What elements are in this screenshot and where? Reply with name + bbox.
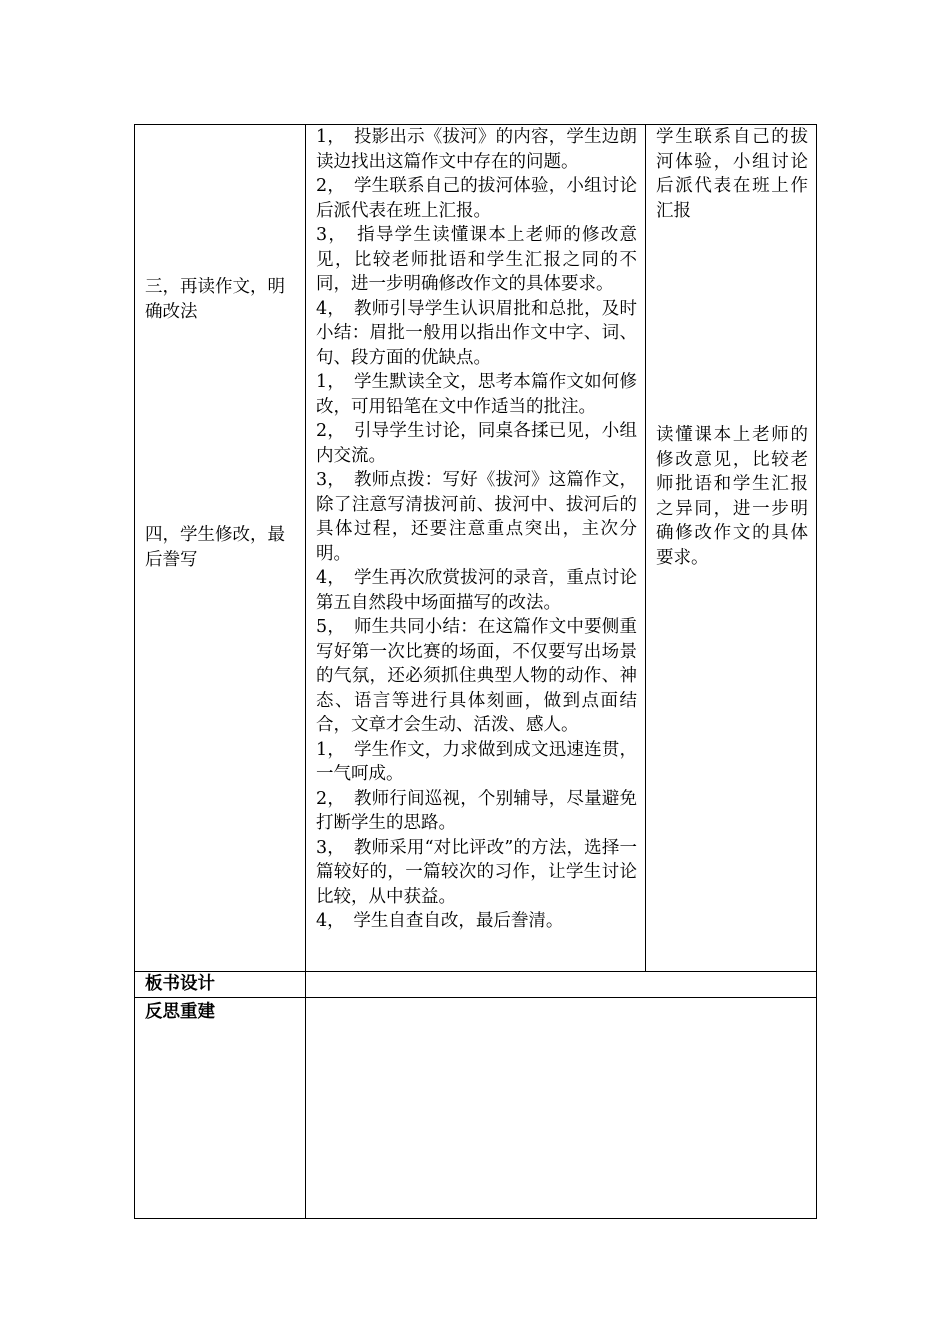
step-item: 1， 学生默读全文，思考本篇作文如何修改，可用铅笔在文中作适当的批注。 [316, 372, 637, 417]
step-item: 3， 教师采用“对比评改”的方法，选择一篇较好的，一篇较次的习作，让学生讨论比较，从中获益。 [316, 837, 637, 907]
note-3: 学生联系自己的拔河体验，小组讨论后派代表在班上作汇报 [656, 127, 808, 221]
note-4: 读懂课本上老师的修改意见，比较老师批语和学生汇报之异同，进一步明确修改作文的具体要求。 [656, 425, 808, 568]
reflection-row [135, 997, 817, 1218]
step-item: 5， 师生共同小结：在这篇作文中要侧重写好第一次比赛的场面，不仅要写出场景的气氛，还必须抓住典型人物的动作、神态、语言等进行具体刻画，做到点面结合，文章才会生动、活泼、感人。 [316, 617, 637, 735]
notes-column [646, 125, 817, 972]
step-item: 4， 学生自查自改，最后誊清。 [316, 911, 564, 931]
stage-4-label: 四，学生修改，最后誊写 [145, 525, 285, 570]
reflection-label: 反思重建 [135, 997, 306, 1218]
step-item: 2， 教师行间巡视，个别辅导，尽量避免打断学生的思路。 [316, 788, 637, 833]
lesson-plan-table [134, 124, 817, 1219]
teaching-process-row [135, 125, 817, 972]
board-design-row [135, 972, 817, 998]
steps-column [306, 125, 646, 972]
step-item: 4， 学生再次欣赏拔河的录音，重点讨论第五自然段中场面描写的改法。 [316, 568, 637, 613]
step-item: 1， 投影出示《拔河》的内容，学生边朗读边找出这篇作文中存在的问题。 [316, 127, 637, 172]
stage-3-label: 三，再读作文，明确改法 [145, 277, 285, 322]
stage-column [135, 125, 306, 972]
board-design-content [306, 972, 817, 998]
step-item: 2， 学生联系自己的拔河体验，小组讨论后派代表在班上汇报。 [316, 176, 637, 221]
step-item: 3， 教师点拨：写好《拔河》这篇作文，除了注意写清拔河前、拔河中、拔河后的具体过程，还要注意重点突出，主次分明。 [316, 470, 637, 564]
step-item: 1， 学生作文，力求做到成文迅速连贯，一气呵成。 [316, 739, 637, 784]
step-item: 3， 指导学生读懂课本上老师的修改意见，比较老师批语和学生汇报之同的不同，进一步明确修改作文的具体要求。 [316, 225, 637, 294]
step-item: 4， 教师引导学生认识眉批和总批，及时小结：眉批一般用以指出作文中字、词、句、段方面的优缺点。 [316, 298, 637, 368]
step-item: 2， 引导学生讨论，同桌各揉已见，小组内交流。 [316, 421, 637, 466]
board-design-label: 板书设计 [135, 972, 306, 998]
steps-list [316, 125, 637, 934]
reflection-content [306, 997, 817, 1218]
